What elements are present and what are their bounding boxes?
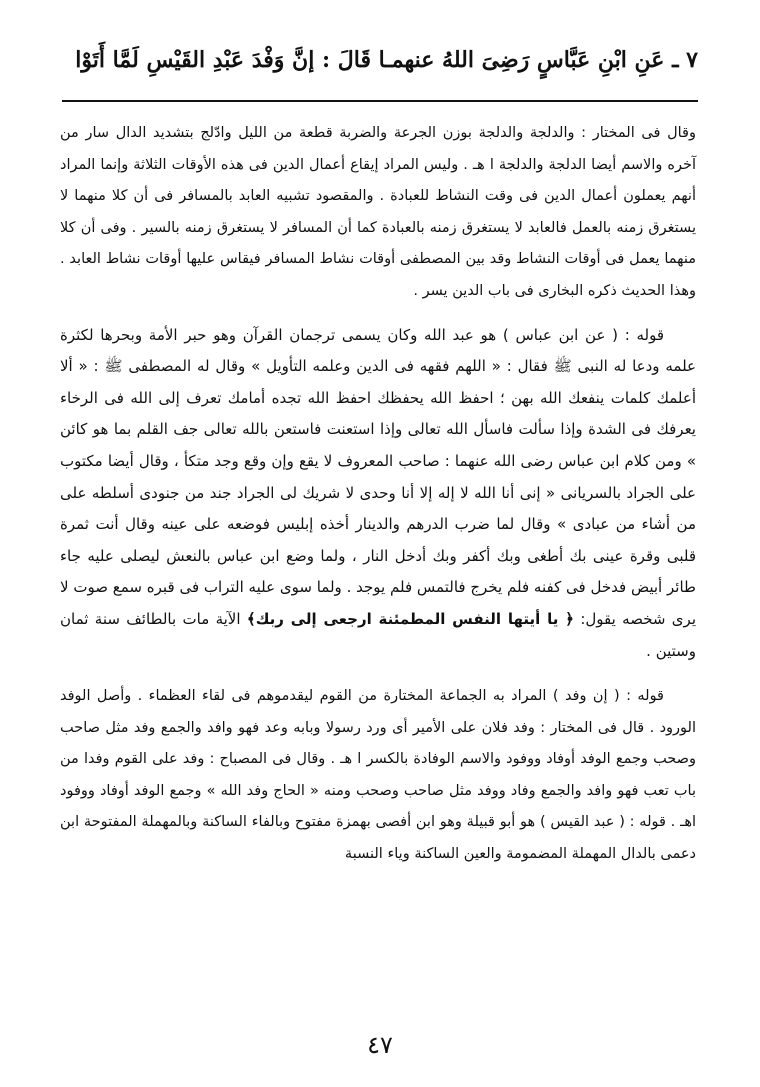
ibn-abbas-text: قوله : ( عن ابن عباس ) هو عبد الله وكان يسمى ترجمان القرآن وهو حبر الأمة وبحرها لكثرة علمه ودعا له النبى ﷺ فقال : « اللهم فقهه فى الدين وعلمه التأويل » وقال له المصطفى ﷺ : « ألا أعلمك كلمات ينفعك الله بهن ؛ احفظ الله يحفظك احفظ الله تجده أمامك تعرف إلى الله فى الرخاء يعرفك فى الشدة وإذا سألت فاسأل الله تعالى وإذا استعنت فاستعن بالله تعالى جف القلم بما هو كائن » ومن كلام ابن عباس رضى الله عنهما : صاحب المعروف لا يقع وإن وقع وجد متكأ ، وقال أيضا مكتوب على الجراد بالسريانى « إنى أنا الله لا إله إلا أنا وحدى لا شريك لى الجراد جند من جنودى أسلطه على من أشاء من عبادى » وقال لما ضرب الدرهم والدينار أخذه إبليس فوضعه على عينه وقال أنت ثمرة قلبى وقرة عينى بك أطغى وبك أكفر وبك أدخل النار ، ولما وضع ابن عباس بالنعش ليصلى عليه جاء طائر أبيض فدخل فى كفنه فلم يخرج فالتمس فلم يوجد . ولما سوى عليه التراب فى قبره سمع صوت لا يرى شخصه يقول: [60,325,697,628]
header-divider [62,100,698,102]
paragraph-ibn-abbas [60,320,696,668]
body-text [60,118,696,1007]
ibn-abbas-ending: الآية مات بالطائف سنة ثمان وستين . [60,609,696,660]
quran-verse: ﴿ يا أيتها النفس المطمئنة ارجعى إلى ربك﴾ [246,609,574,628]
paragraph-dulja-explanation: وقال فى المختار : والدلجة والدلجة بوزن الجرعة والضربة قطعة من الليل وادّلج بتشديد الدال سار من آخره والاسم أيضا الدلجة والدلجة ا هـ . وليس المراد إيقاع أعمال الدين فى هذه الأوقات الثلاثة وإنما المراد أنهم يعملون أعمال الدين فى وقت النشاط للعبادة . والمقصود تشبيه العابد بالمسافر فى أن كلا منهما لا يستغرق زمنه بالعمل فالعابد لا يستغرق زمنه بالعبادة كما أن المسافر لا يستغرق زمنه بالسير . وفى أن كلا منهما يعمل فى أوقات النشاط وقد بين المصطفى أوقات نشاط المسافر فيقاس عليها أوقات نشاط العابد . وهذا الحديث ذكره البخارى فى باب الدين يسر . [60,125,696,299]
paragraph-wafd: قوله : ( إن وفد ) المراد به الجماعة المختارة من القوم ليقدموهم فى لقاء العظماء . وأصل الوفد الورود . قال فى المختار : وفد فلان على الأمير أى ورد رسولا وبابه وعد فهو وافد والجمع وفد مثل صاحب وصحب وجمع الوفد أوفاد ووفود والاسم الوفادة بالكسر ا هـ . وقال فى المصباح : وفد على القوم وفدا من باب تعب فهو وافد والجمع وفاد ووفد مثل صاحب وصحب ومنه « الحاج وفد الله » وجمع الوفد أوفاد ووفود اهـ . قوله : ( عبد القيس ) هو أبو قبيلة وهو ابن أفصى بهمزة مفتوح وبالفاء الساكنة وبالمهملة المفتوحة ابن دعمى بالدال المهملة المضمومة والعين الساكنة وياء النسبة [60,688,696,863]
hadith-heading: ٧ ـ عَنِ ابْنِ عَبَّاسٍ رَضِىَ اللهُ عنهمـا قَالَ : إنَّ وَفْدَ عَبْدِ القَيْسِ لَمَّا أَتَوْا [75,47,698,73]
page-header [62,30,698,90]
page-number: ٤٧ [367,1031,393,1059]
